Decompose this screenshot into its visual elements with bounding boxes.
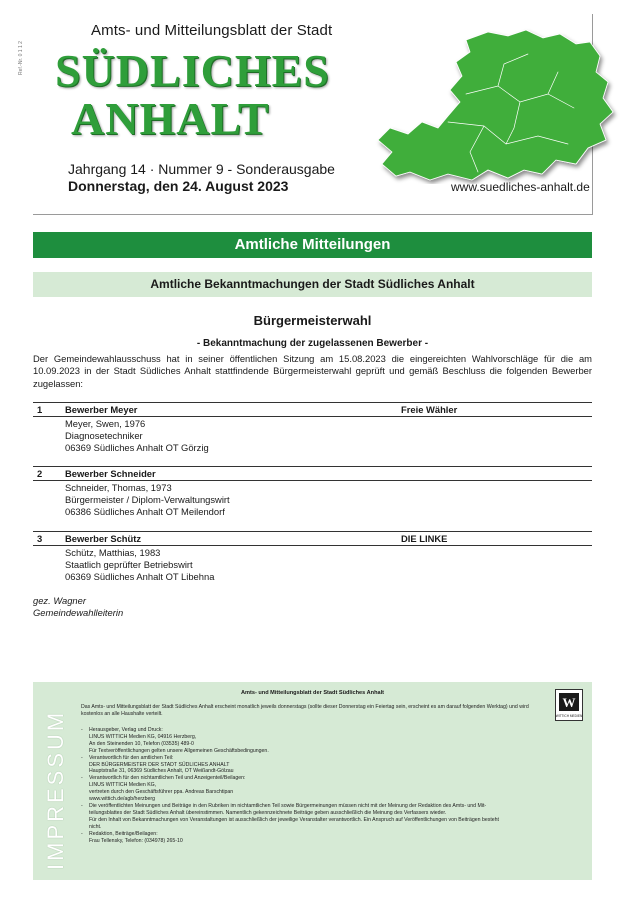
- candidate-title: Bewerber Schneider: [65, 468, 156, 479]
- page-subtitle: - Bekanntmachung der zugelassenen Bewerber -: [196, 338, 429, 349]
- signature-name: gez. Wagner: [33, 595, 86, 606]
- website-link[interactable]: www.suedliches-anhalt.de: [451, 180, 590, 194]
- signature: [33, 595, 123, 619]
- candidate-title: Bewerber Schütz: [65, 533, 142, 544]
- candidate-header: [33, 531, 592, 546]
- list-item: - Redaktion, Beiträge/Beilagen: Frau Tellensky, Telefon: (034978) 265-10: [81, 831, 586, 845]
- list-item: - Verantwortlich für den amtlichen Teil: DER BÜRGERMEISTER DER STADT SÜDLICHES ANHALT Hauptstraße 31, 06369 Südliches Anhalt, OT Weißandt-Gölzau: [81, 755, 586, 776]
- signature-role: Gemeindewahlleiterin: [33, 607, 124, 618]
- svg-text:W: W: [562, 695, 576, 710]
- candidate-address: 06386 Südliches Anhalt OT Meilendorf: [65, 506, 225, 517]
- candidate-title: Bewerber Meyer: [65, 404, 138, 415]
- candidate-profession: Bürgermeister / Diplom-Verwaltungswirt: [65, 494, 230, 505]
- masthead: [33, 14, 593, 215]
- candidate-address: 06369 Südliches Anhalt OT Libehna: [65, 571, 215, 582]
- candidate-details: [65, 418, 209, 454]
- impressum-list: [81, 727, 586, 844]
- publisher-logo: [555, 689, 583, 721]
- impressum-vertical-label: IMPRESSUM: [43, 709, 68, 870]
- impressum-box: [33, 682, 592, 880]
- candidate-header: [33, 402, 592, 417]
- region-map-icon: [338, 24, 623, 184]
- candidate-number: 1: [37, 404, 43, 415]
- page-title: Bürgermeisterwahl: [253, 313, 372, 328]
- publisher-logo-text: WITTICH MEDIEN: [556, 714, 582, 718]
- candidate-profession: Staatlich geprüfter Betriebswirt: [65, 559, 193, 570]
- candidate-party: DIE LINKE: [401, 533, 448, 544]
- candidate-party: Freie Wähler: [401, 404, 458, 415]
- candidate-profession: Diagnosetechniker: [65, 430, 143, 441]
- candidate-header: [33, 466, 592, 481]
- intro-paragraph: Der Gemeindewahlausschuss hat in seiner öffentlichen Sitzung am 15.08.2023 die eingereichten Wahlvorschläge für die am 10.09.2023 in der Stadt Südliches Anhalt stattfindende Bürgermeisterwahl geprüft und gemäß Beschluss die folgenden Bewerber zugelassen:: [33, 353, 592, 389]
- masthead-title-line2: ANHALT: [71, 93, 270, 144]
- issue-info: Jahrgang 14 · Nummer 9 - Sonderausgabe: [68, 161, 335, 177]
- candidate-name: Schütz, Matthias, 1983: [65, 547, 161, 558]
- list-item: - Die veröffentlichten Meinungen und Beiträge in den Rubriken im nichtamtlichen Teil sowie Bürgermeinungen müssen nicht mit der Meinung der Redaktion des Amts- und Mit- teilungsblattes der Stadt Südliches Anhalt übereinstimmen. Namentlich gekennzeichnete Beiträge geben ausschließlich die Meinung des Verfassers wieder. Für den Inhalt von Bekanntmachungen von Veranstaltungen ist ausschließlich der jeweilige Veranstalter verantwortlich. Ein Anspruch auf Veröffentlichungen von Beiträgen besteht nicht.: [81, 803, 586, 831]
- candidate-number: 3: [37, 533, 43, 544]
- candidate-details: [65, 547, 214, 583]
- candidate-number: 2: [37, 468, 43, 479]
- impressum-intro: Das Amts- und Mitteilungsblatt der Stadt Südliches Anhalt erscheint monatlich jeweils donnerstags (sollte dieser Donnerstag ein Feiertag sein, erscheint es am darauf folgenden Werktag) und wird kostenlos an alle Haushalte verteilt.: [81, 704, 529, 717]
- masthead-supertitle: Amts- und Mitteilungsblatt der Stadt: [91, 22, 333, 39]
- side-note: Ref.-Nr. 0 1 1 2: [18, 41, 24, 75]
- subsection-banner: Amtliche Bekanntmachungen der Stadt Südliches Anhalt: [33, 272, 592, 297]
- list-item: - Herausgeber, Verlag und Druck: LINUS WITTICH Medien KG, 04916 Herzberg, An den Steinenden 10, Telefon (03535) 489-0 Für Textveröffentlichungen gelten unsere Allgemeinen Geschäftsbedingungen.: [81, 727, 586, 755]
- masthead-title-line1: SÜDLICHES: [55, 45, 330, 96]
- candidate-name: Schneider, Thomas, 1973: [65, 482, 172, 493]
- list-item: - Verantwortlich für den nichtamtlichen Teil und Anzeigenteil/Beilagen: LINUS WITTICH Medien KG, vertreten durch den Geschäftsführer ppa. Andreas Barschtipan www.wittich.de/agb/herzberg: [81, 775, 586, 803]
- candidate-address: 06369 Südliches Anhalt OT Görzig: [65, 442, 209, 453]
- candidate-name: Meyer, Swen, 1976: [65, 418, 146, 429]
- issue-date: Donnerstag, den 24. August 2023: [68, 178, 289, 194]
- impressum-title: Amts- und Mitteilungsblatt der Stadt Südliches Anhalt: [240, 690, 385, 696]
- candidate-details: [65, 482, 230, 518]
- section-banner: Amtliche Mitteilungen: [33, 232, 592, 258]
